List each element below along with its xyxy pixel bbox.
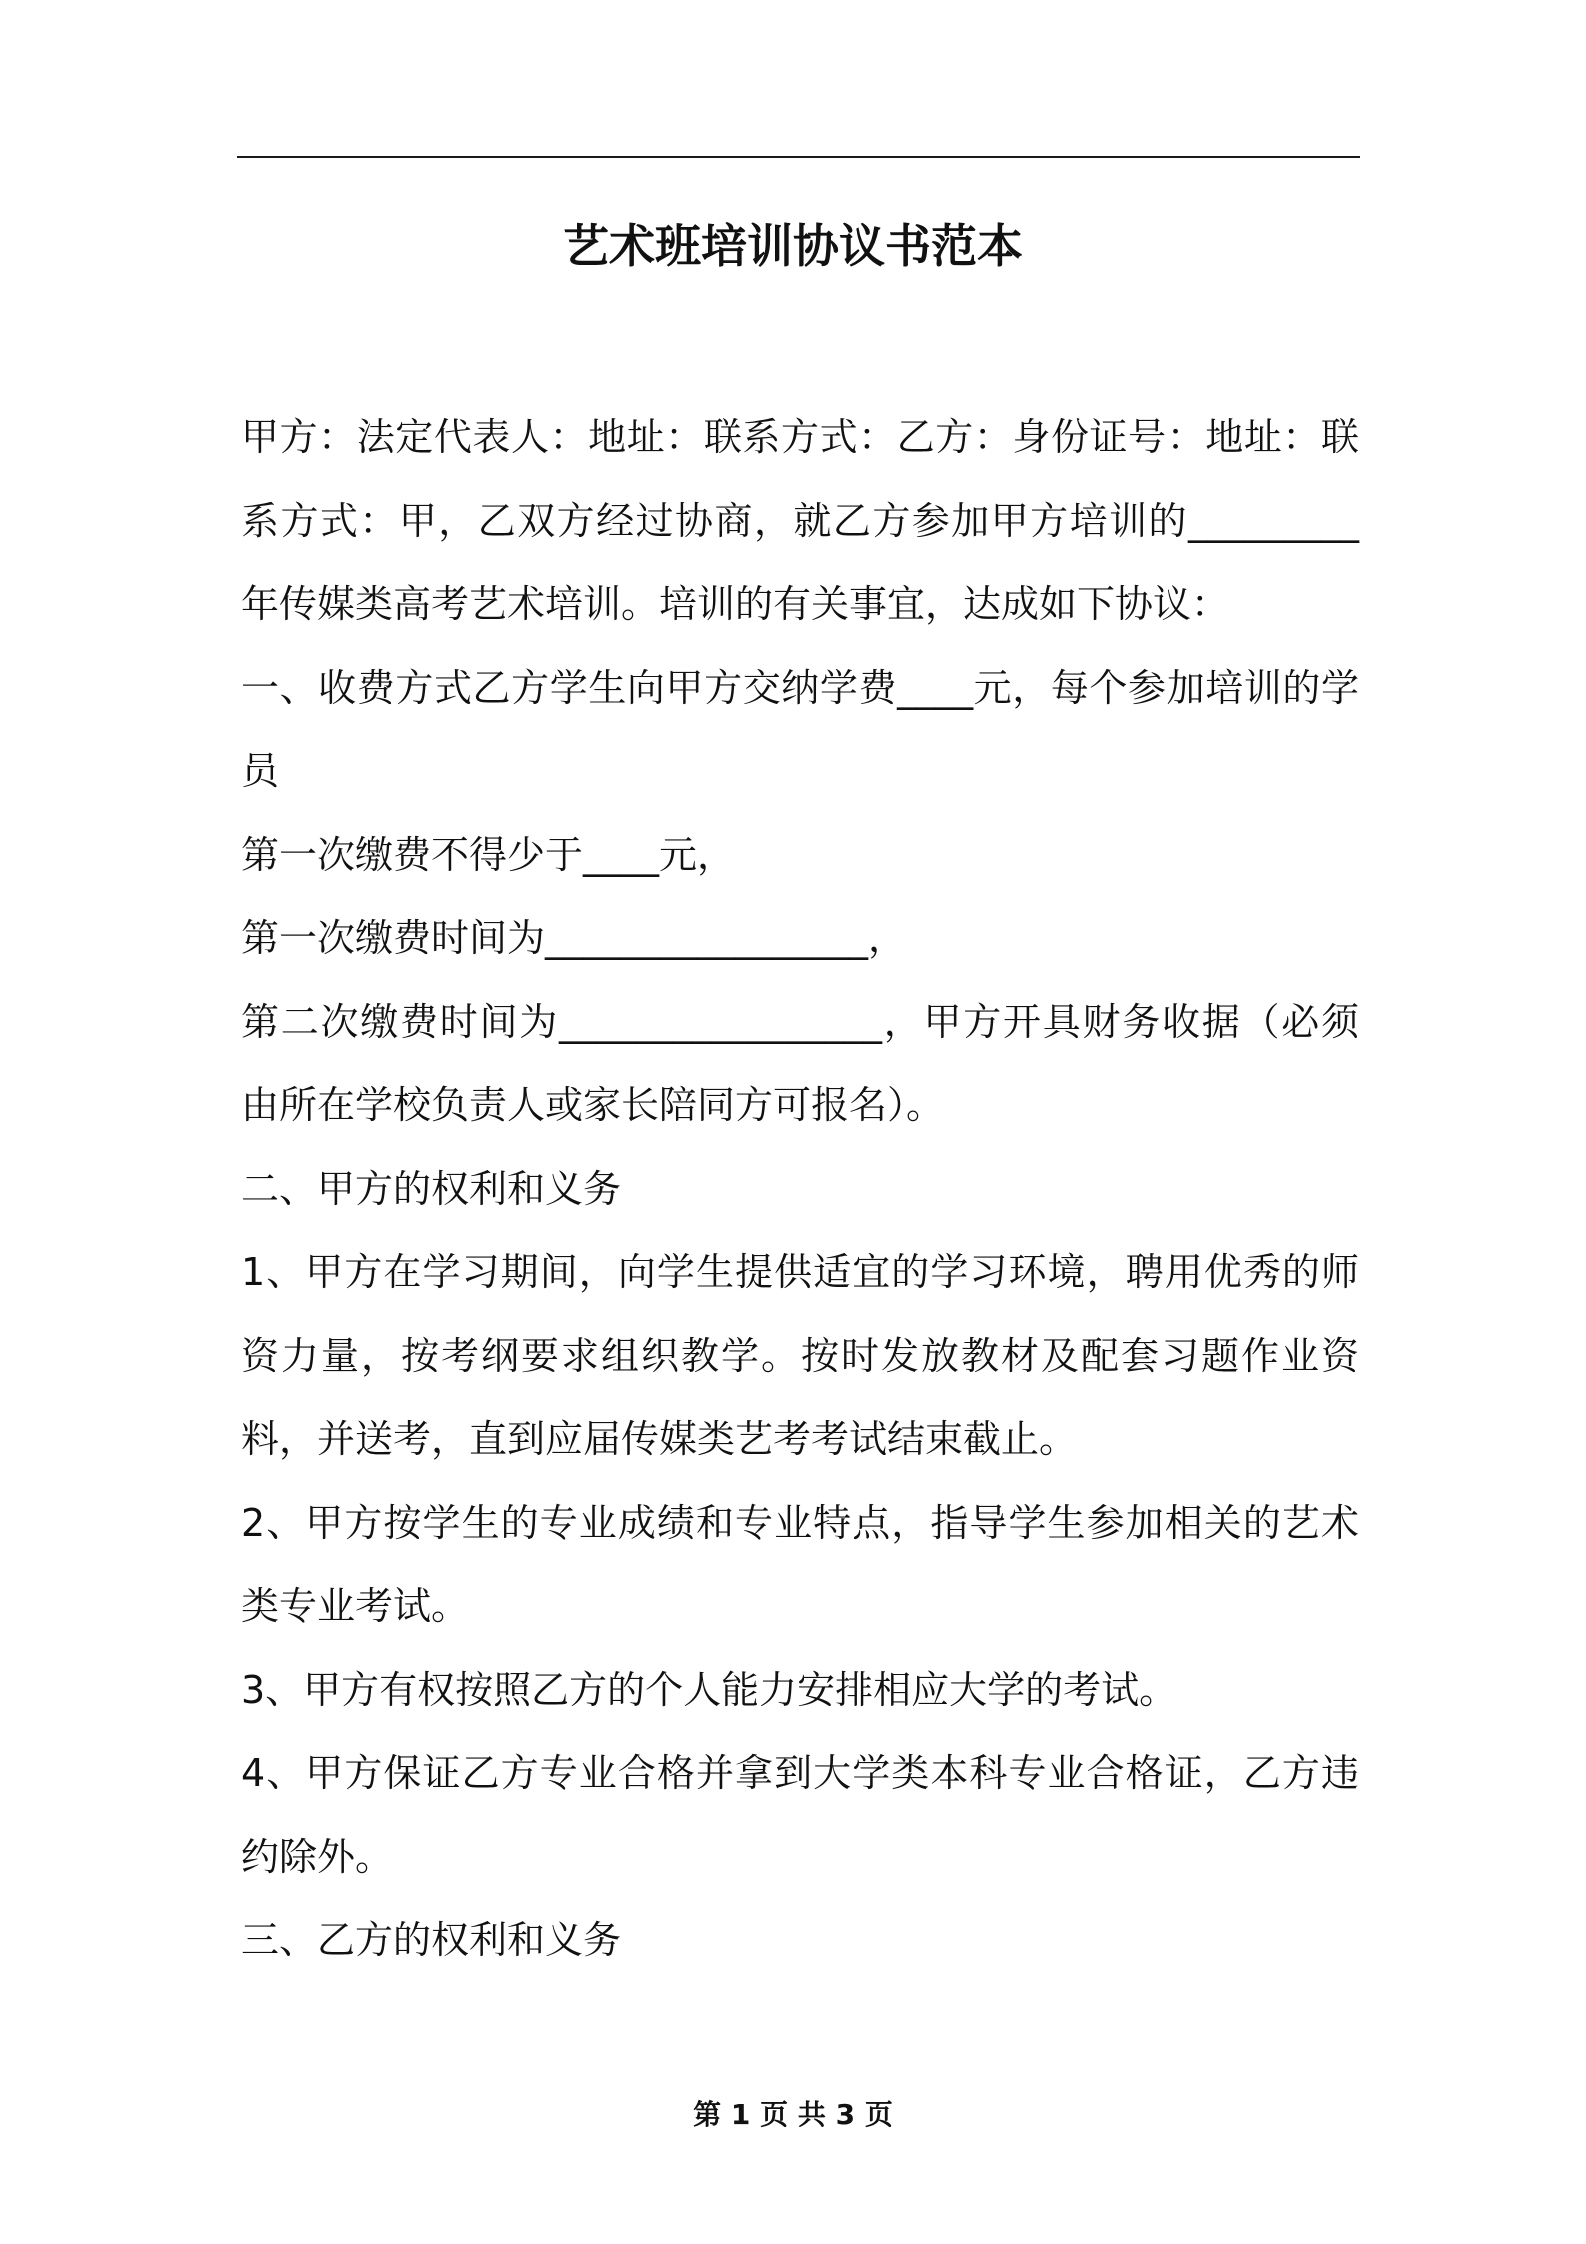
heading-section-3: 三、乙方的权利和义务	[241, 1918, 622, 1962]
heading-section-2: 二、甲方的权利和义务	[241, 1166, 622, 1211]
paragraph-parties: 甲方：法定代表人：地址：联系方式：乙方：身份证号：地址：联系方式：甲，乙双方经过协商，就乙方参加甲方培训的_________年传媒类高考艺术培训。培训的有关事宜，达成如下协议：	[241, 415, 1359, 626]
paragraph-clause-2-1: 1、甲方在学习期间，向学生提供适宜的学习环境，聘用优秀的师资力量，按考纲要求组织教学。按时发放教材及配套习题作业资料，并送考，直到应届传媒类艺考考试结束截止。	[241, 1250, 1359, 1461]
paragraph-clause-2-3: 3、甲方有权按照乙方的个人能力安排相应大学的考试。	[241, 1667, 1178, 1712]
paragraph-clause-2-4: 4、甲方保证乙方专业合格并拿到大学类本科专业合格证，乙方违约除外。	[241, 1751, 1359, 1879]
paragraph-section-1-fees: 一、收费方式乙方学生向甲方交纳学费____元，每个参加培训的学员	[241, 665, 1359, 793]
document-title: 艺术班培训协议书范本	[563, 219, 1023, 273]
paragraph-first-payment-min: 第一次缴费不得少于____元，	[241, 832, 736, 877]
paragraph-second-payment-time: 第二次缴费时间为_________________，甲方开具财务收据（必须由所在学校负责人或家长陪同方可报名）。	[241, 999, 1359, 1127]
header-rule	[237, 156, 1360, 158]
document-body	[241, 396, 1359, 1983]
paragraph-first-payment-time: 第一次缴费时间为_________________，	[241, 916, 907, 960]
page-number-footer: 第 1 页 共 3 页	[693, 2098, 893, 2131]
paragraph-clause-2-2: 2、甲方按学生的专业成绩和专业特点，指导学生参加相关的艺术类专业考试。	[241, 1500, 1359, 1628]
